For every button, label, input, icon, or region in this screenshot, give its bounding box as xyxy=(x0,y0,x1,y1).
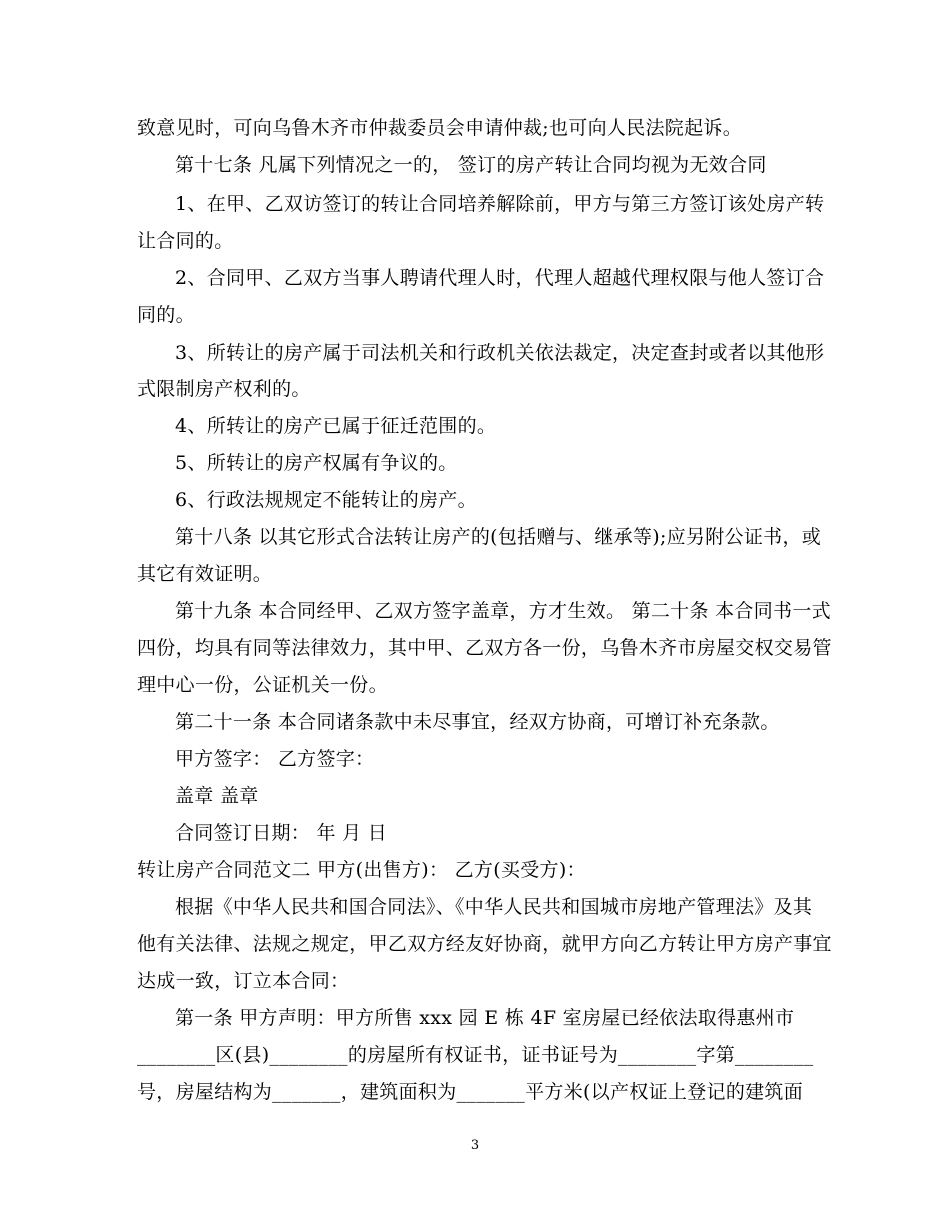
text-line: 其它有效证明。 xyxy=(137,563,273,585)
list-item-1: 1、在甲、乙双访签订的转让合同培养解除前，甲方与第三方签订该处房产转 xyxy=(175,193,825,215)
article-19-20: 第十九条 本合同经甲、乙双方签字盖章，方才生效。 第二十条 本合同书一式 xyxy=(175,600,831,622)
text-line: 致意见时，可向乌鲁木齐市仲裁委员会申请仲裁;也可向人民法院起诉。 xyxy=(137,117,743,139)
list-item-3: 3、所转让的房产属于司法机关和行政机关依法裁定，决定查封或者以其他形 xyxy=(175,342,825,364)
signing-date-line: 合同签订日期： 年 月 日 xyxy=(175,822,388,844)
signature-line: 甲方签字： 乙方签字： xyxy=(175,748,375,770)
preamble: 根据《中华人民共和国合同法》、《中华人民共和国城市房地产管理法》及其 xyxy=(175,896,813,918)
text-line: 理中心一份，公证机关一份。 xyxy=(137,674,388,696)
text-line: 他有关法律、法规之规定，甲乙双方经友好协商，就甲方向乙方转让甲方房产事宜 xyxy=(137,933,832,955)
list-item-5: 5、所转让的房产权属有争议的。 xyxy=(175,452,458,474)
text-line: ________区(县)________的房屋所有权证书，证书证号为________字第________ xyxy=(137,1044,814,1066)
text-line: 式限制房产权利的。 xyxy=(137,378,311,400)
article-17-heading: 第十七条 凡属下列情况之一的， 签订的房产转让合同均视为无效合同 xyxy=(175,154,767,176)
text-line: 号，房屋结构为_______，建筑面积为_______平方米(以产权证上登记的建筑面 xyxy=(137,1081,804,1103)
page-number: 3 xyxy=(470,1138,480,1153)
list-item-4: 4、所转让的房产已属于征迁范围的。 xyxy=(175,415,497,437)
article-18: 第十八条 以其它形式合法转让房产的(包括赠与、继承等);应另附公证书，或 xyxy=(175,526,822,548)
sample-two-heading: 转让房产合同范文二 甲方(出售方)： 乙方(买受方)： xyxy=(137,859,586,881)
text-line: 同的。 xyxy=(137,304,195,326)
article-21: 第二十一条 本合同诸条款中未尽事宜，经双方协商，可增订补充条款。 xyxy=(175,711,780,733)
article-1: 第一条 甲方声明：甲方所售 xxx 园 E 栋 4F 室房屋已经依法取得惠州市 xyxy=(175,1007,795,1029)
text-line: 让合同的。 xyxy=(137,230,234,252)
list-item-2: 2、合同甲、乙双方当事人聘请代理人时，代理人超越代理权限与他人签订合 xyxy=(175,267,825,289)
text-line: 达成一致，订立本合同： xyxy=(137,970,350,992)
list-item-6: 6、行政法规规定不能转让的房产。 xyxy=(175,489,477,511)
seal-line: 盖章 盖章 xyxy=(175,785,259,807)
text-line: 四份，均具有同等法律效力，其中甲、乙双方各一份，乌鲁木齐市房屋交权交易管 xyxy=(137,637,832,659)
